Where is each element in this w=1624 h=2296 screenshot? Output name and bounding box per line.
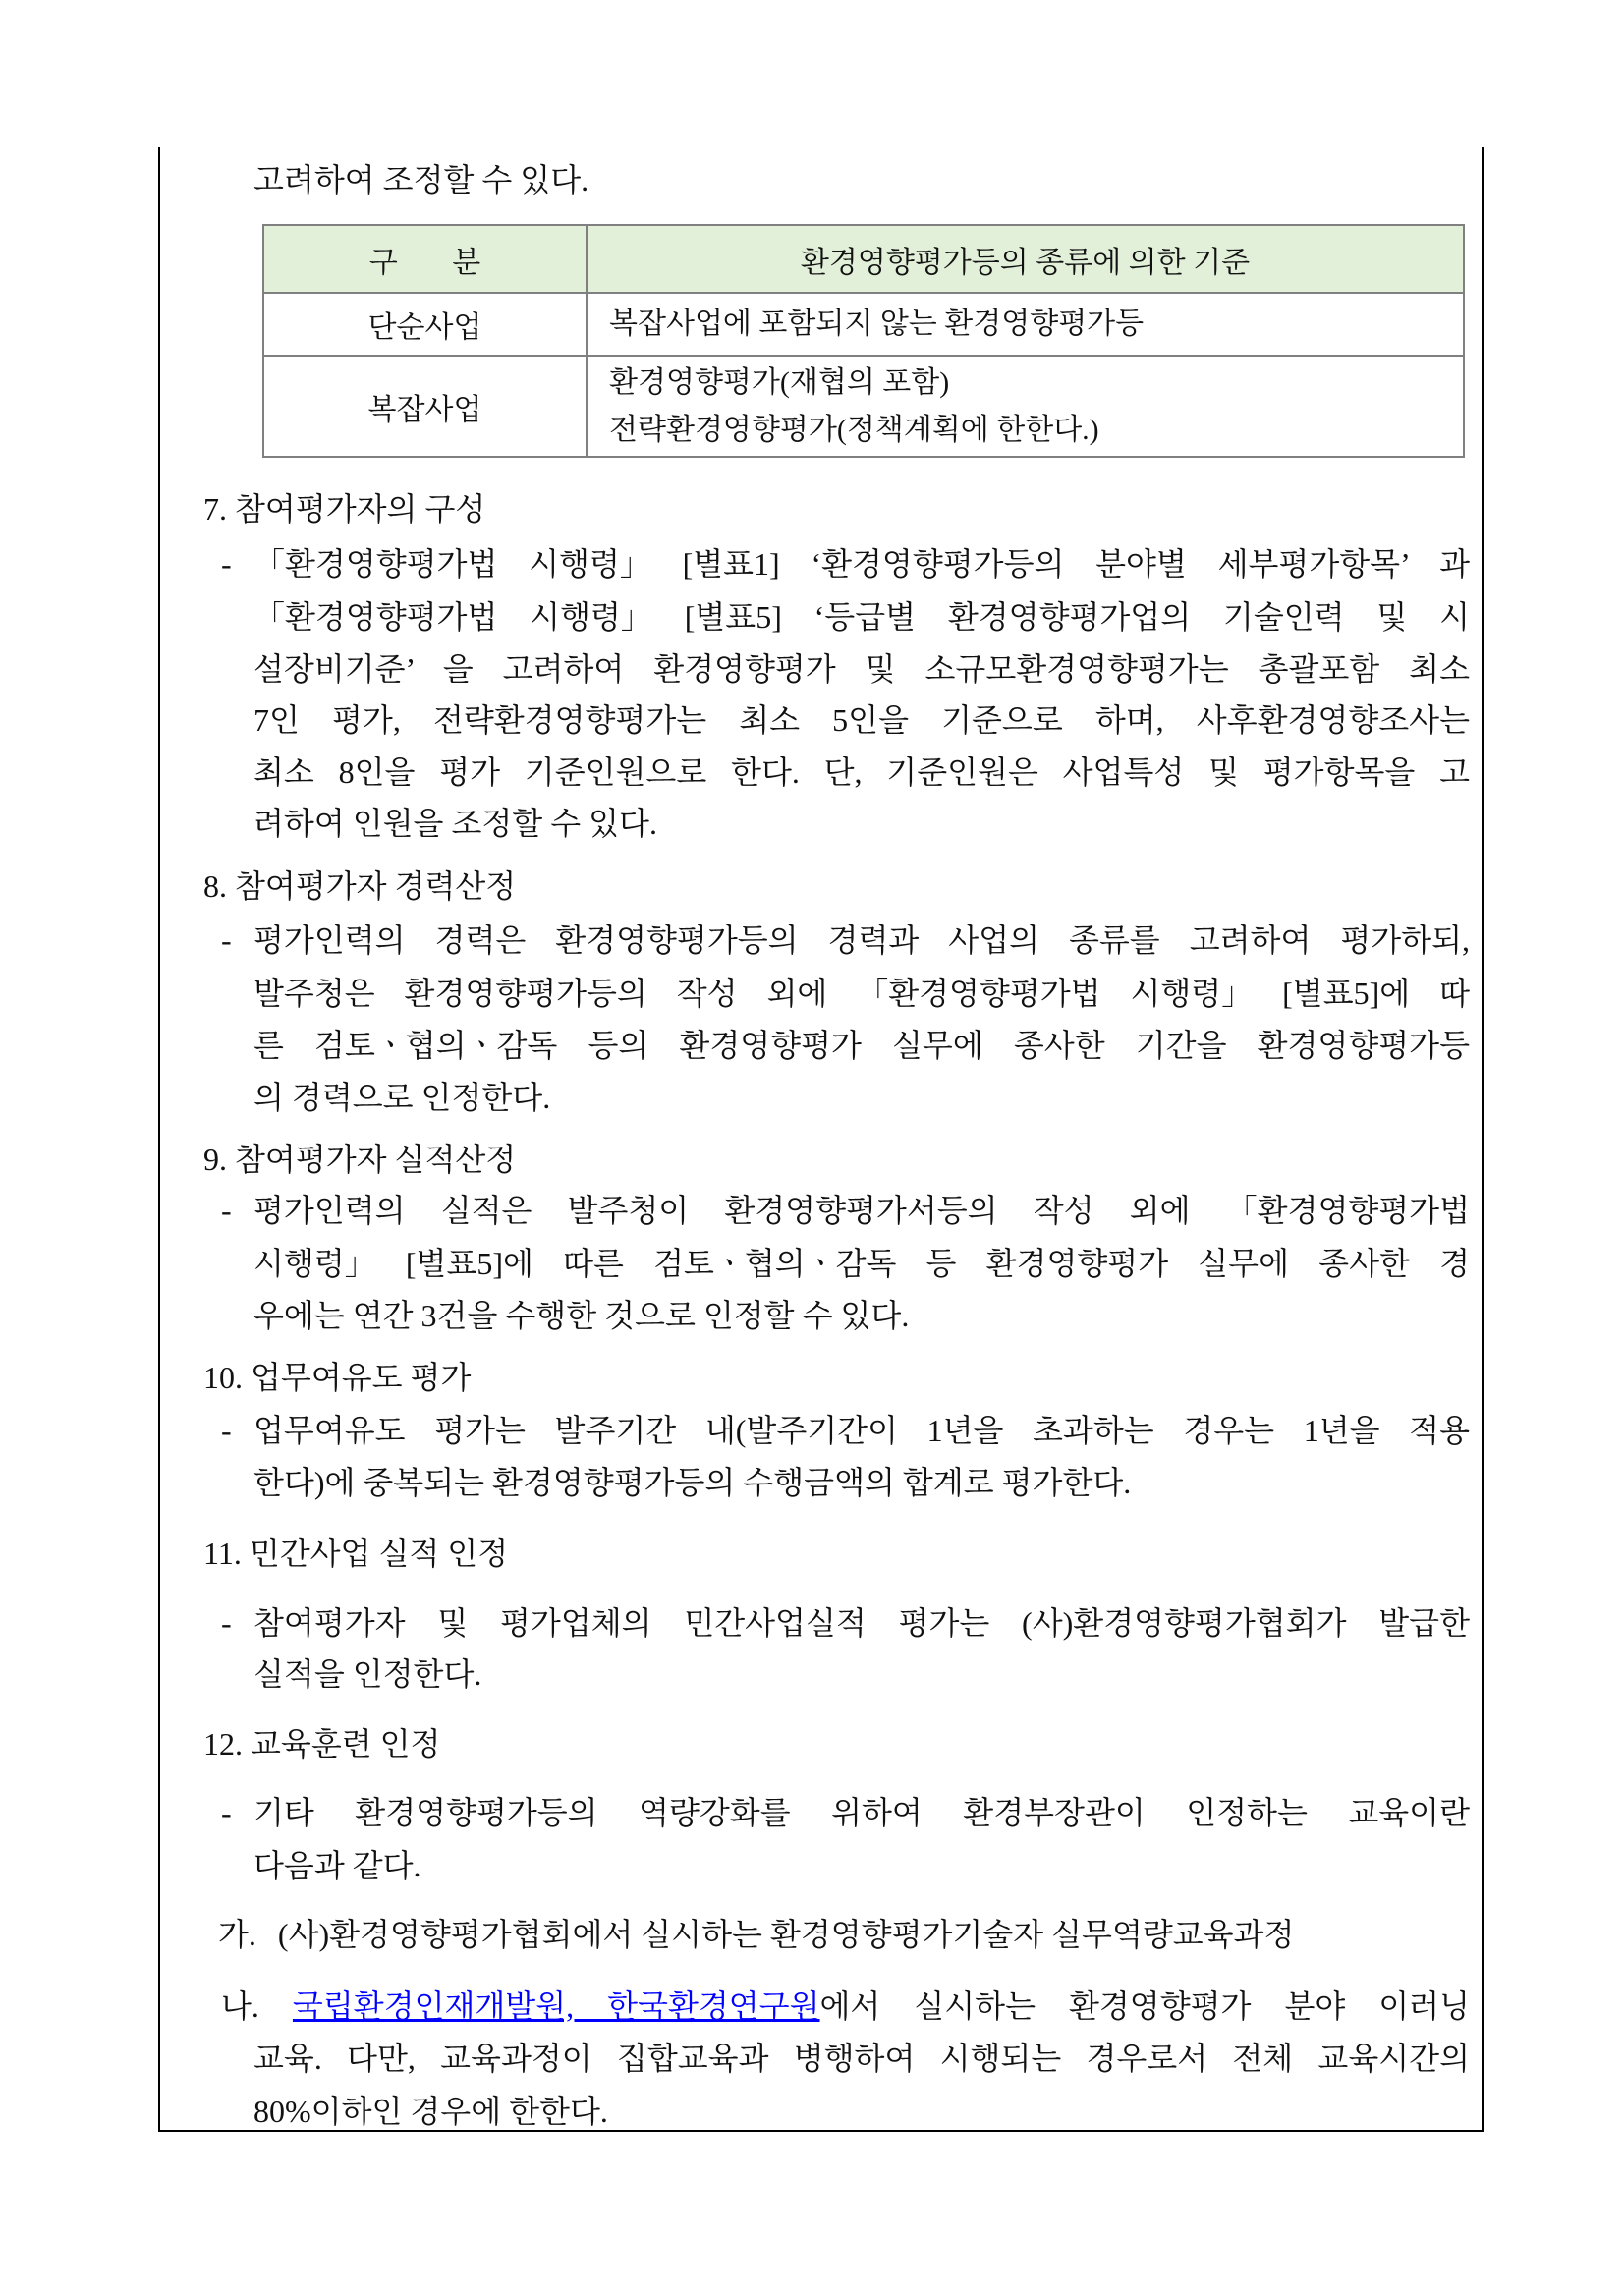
table-header-row [263,225,1464,293]
bullet-dash: - [221,1795,232,1830]
bullet-dash: - [221,1605,232,1641]
paragraph-line: 시행령」 [별표5]에 따른 검토ㆍ협의ㆍ감독 등 환경영향평가 실무에 종사한 경 [253,1246,1470,1281]
paragraph-line: 「환경영향평가법 시행령」 [별표5] ‘등급별 환경영향평가업의 기술인력 및 시 [253,599,1470,635]
education-item-text: 에서 실시하는 환경영향평가 분야 이러닝 [819,1988,1470,2024]
bullet-dash: - [221,546,232,582]
page-frame-right-border [1482,147,1484,2132]
education-institutes-link[interactable]: 국립환경인재개발원, 한국환경연구원 [292,1988,820,2024]
paragraph-line: 실적을 인정한다. [253,1656,482,1692]
section-heading-7: 7. 참여평가자의 구성 [203,491,486,527]
table-cell-category: 단순사업 [263,293,587,356]
paragraph-line: 한다)에 중복되는 환경영향평가등의 수행금액의 합계로 평가한다. [253,1465,1132,1500]
paragraph-line: 평가인력의 경력은 환경영향평가등의 경력과 사업의 종류를 고려하여 평가하되, [253,923,1470,958]
paragraph-line: 의 경력으로 인정한다. [253,1080,551,1115]
paragraph-line: 우에는 연간 3건을 수행한 것으로 인정할 수 있다. [253,1298,910,1333]
section-heading-11: 11. 민간사업 실적 인정 [203,1536,509,1571]
section-heading-10: 10. 업무여유도 평가 [203,1360,472,1395]
paragraph-line: 다음과 같다. [253,1848,421,1883]
criteria-line: 환경영향평가(재협의 포함) [609,365,950,399]
bullet-dash: - [221,923,232,958]
bullet-dash: - [221,1413,232,1448]
paragraph-line: 80%이하인 경우에 한한다. [253,2094,608,2129]
paragraph-line: 참여평가자 및 평가업체의 민간사업실적 평가는 (사)환경영향평가협회가 발급한 [253,1605,1470,1641]
bullet-dash: - [221,1193,232,1228]
education-item-ga [218,1910,1294,1959]
business-type-table [262,224,1465,458]
paragraph-line: 최소 8인을 평가 기준인원으로 한다. 단, 기준인원은 사업특성 및 평가항목을 고 [253,755,1470,790]
list-marker: 나. [221,1988,259,2024]
education-item-na [221,1982,1470,2031]
paragraph-line: 7인 평가, 전략환경영향평가는 최소 5인을 기준으로 하며, 사후환경영향조사는 [253,702,1470,738]
table-header-criteria: 환경영향평가등의 종류에 의한 기준 [587,225,1464,293]
list-marker: 가. [218,1917,256,1952]
table-row [263,293,1464,356]
table-cell-criteria [587,293,1464,356]
paragraph-line: 「환경영향평가법 시행령」 [별표1] ‘환경영향평가등의 분야별 세부평가항목’ 과 [253,546,1470,582]
table-cell-criteria [587,356,1464,457]
section-heading-12: 12. 교육훈련 인정 [203,1726,441,1762]
paragraph-line: 교육. 다만, 교육과정이 집합교육과 병행하여 시행되는 경우로서 전체 교육시간의 [253,2041,1470,2076]
table-row [263,356,1464,457]
page-frame-left-border [158,147,160,2132]
paragraph-line: 설장비기준’ 을 고려하여 환경영향평가 및 소규모환경영향평가는 총괄포함 최소 [253,651,1470,687]
intro-line: 고려하여 조정할 수 있다. [253,162,589,197]
paragraph-line: 른 검토ㆍ협의ㆍ감독 등의 환경영향평가 실무에 종사한 기간을 환경영향평가등 [253,1028,1470,1063]
paragraph-line: 기타 환경영향평가등의 역량강화를 위하여 환경부장관이 인정하는 교육이란 [253,1795,1470,1830]
paragraph-line: 려하여 인원을 조정할 수 있다. [253,806,657,841]
criteria-line: 전략환경영향평가(정책계획에 한한다.) [609,413,1099,446]
paragraph-line: 발주청은 환경영향평가등의 작성 외에 「환경영향평가법 시행령」 [별표5]에 따 [253,976,1470,1011]
paragraph-line: 업무여유도 평가는 발주기간 내(발주기간이 1년을 초과하는 경우는 1년을 적용 [253,1413,1470,1448]
table-header-category: 구 분 [263,225,587,293]
section-heading-8: 8. 참여평가자 경력산정 [203,868,517,904]
table-cell-category: 복잡사업 [263,356,587,457]
paragraph-line: 평가인력의 실적은 발주청이 환경영향평가서등의 작성 외에 「환경영향평가법 [253,1193,1470,1228]
section-heading-9: 9. 참여평가자 실적산정 [203,1142,517,1177]
criteria-line: 복잡사업에 포함되지 않는 환경영향평가등 [609,308,1145,340]
education-item-text: (사)환경영향평가협회에서 실시하는 환경영향평가기술자 실무역량교육과정 [277,1917,1295,1952]
